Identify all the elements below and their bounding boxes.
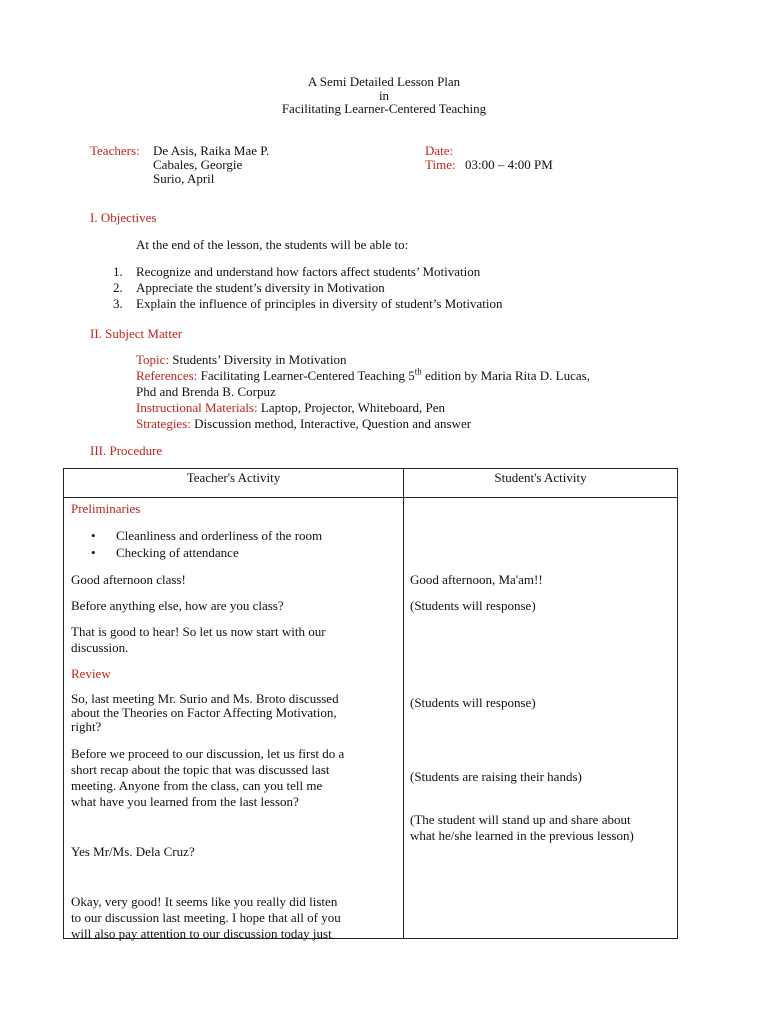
student-activity-cell xyxy=(404,498,678,939)
teacher-good-1: That is good to hear! So let us now start with our xyxy=(71,624,326,639)
teacher-name-2: Cabales, Georgie xyxy=(153,157,243,172)
teacher-last-2: about the Theories on Factor Affecting Motivation, xyxy=(71,705,337,720)
objective-text-2: Appreciate the student’s diversity in Motivation xyxy=(136,280,385,295)
references-value xyxy=(201,368,590,383)
references-text: Facilitating Learner-Centered Teaching 5 xyxy=(200,368,415,383)
teacher-last-1: So, last meeting Mr. Surio and Ms. Broto discussed xyxy=(71,691,339,706)
time-value: 03:00 – 4:00 PM xyxy=(465,157,553,172)
strategies-label: Strategies: xyxy=(136,416,191,431)
teacher-name-1: De Asis, Raika Mae P. xyxy=(153,143,270,158)
review-label: Review xyxy=(71,666,111,681)
objective-num-3: 3. xyxy=(113,296,123,311)
objective-text-1: Recognize and understand how factors affect students’ Motivation xyxy=(136,264,481,279)
teacher-okay-1: Okay, very good! It seems like you really did listen xyxy=(71,894,338,909)
teacher-recap-4: what have you learned from the last lesson? xyxy=(71,794,299,809)
title-line-2: in xyxy=(378,88,390,103)
objective-num-1: 1. xyxy=(113,264,123,279)
teacher-name-3: Surio, April xyxy=(153,171,215,186)
objectives-heading: I. Objectives xyxy=(90,210,157,225)
procedure-heading: III. Procedure xyxy=(90,443,163,458)
topic-line xyxy=(136,352,346,367)
bullet-icon: • xyxy=(91,545,96,560)
teacher-good-2: discussion. xyxy=(71,640,129,655)
student-raise-hands: (Students are raising their hands) xyxy=(410,769,582,784)
bullet-icon: • xyxy=(91,528,96,543)
procedure-body-row xyxy=(64,498,678,939)
materials-line xyxy=(136,400,445,415)
strategies-value: Discussion method, Interactive, Question and answer xyxy=(194,416,472,431)
time-label: Time: xyxy=(425,157,456,172)
teacher-recap-3: meeting. Anyone from the class, can you tell me xyxy=(71,778,323,793)
title-line-3: Facilitating Learner-Centered Teaching xyxy=(281,101,487,116)
student-share-1: (The student will stand up and share about xyxy=(410,812,631,827)
references-line xyxy=(136,368,590,383)
teacher-activity-cell xyxy=(64,498,404,939)
strategies-line xyxy=(136,416,471,431)
student-share-2: what he/she learned in the previous lesson) xyxy=(410,828,634,843)
preliminaries-label: Preliminaries xyxy=(71,501,141,516)
topic-label: Topic: xyxy=(136,352,170,367)
teacher-greet: Good afternoon class! xyxy=(71,572,186,587)
materials-value: Laptop, Projector, Whiteboard, Pen xyxy=(260,400,446,415)
teacher-activity-header: Teacher's Activity xyxy=(64,469,404,498)
student-response-1: (Students will response) xyxy=(410,598,536,613)
objective-text-3: Explain the influence of principles in diversity of student’s Motivation xyxy=(136,296,503,311)
bullet-text-1: Cleanliness and orderliness of the room xyxy=(116,528,323,543)
bullet-text-2: Checking of attendance xyxy=(116,545,239,560)
teacher-ask: Before anything else, how are you class? xyxy=(71,598,284,613)
teacher-okay-3: will also pay attention to our discussion today just xyxy=(71,926,332,941)
date-label: Date: xyxy=(425,143,454,158)
teacher-recap-1: Before we proceed to our discussion, let us first do a xyxy=(71,746,345,761)
teacher-yes: Yes Mr/Ms. Dela Cruz? xyxy=(71,844,195,859)
title-line-1: A Semi Detailed Lesson Plan xyxy=(307,74,461,89)
objective-num-2: 2. xyxy=(113,280,123,295)
procedure-table xyxy=(63,468,678,939)
references-superscript: th xyxy=(414,366,422,377)
references-line-2: Phd and Brenda B. Corpuz xyxy=(136,384,276,399)
teacher-last-3: right? xyxy=(71,719,102,734)
materials-label: Instructional Materials: xyxy=(136,400,258,415)
procedure-header-row xyxy=(64,469,678,498)
references-label: References: xyxy=(136,368,198,383)
references-text-end: edition by Maria Rita D. Lucas, xyxy=(421,368,590,383)
topic-value: Students’ Diversity in Motivation xyxy=(172,352,347,367)
objectives-intro: At the end of the lesson, the students will be able to: xyxy=(136,237,409,252)
student-response-2: (Students will response) xyxy=(410,695,536,710)
student-activity-header: Student's Activity xyxy=(404,469,678,498)
teacher-okay-2: to our discussion last meeting. I hope that all of you xyxy=(71,910,341,925)
teacher-recap-2: short recap about the topic that was discussed last xyxy=(71,762,330,777)
subject-matter-heading: II. Subject Matter xyxy=(90,326,183,341)
teachers-label: Teachers: xyxy=(90,143,140,158)
student-greet: Good afternoon, Ma'am!! xyxy=(410,572,543,587)
